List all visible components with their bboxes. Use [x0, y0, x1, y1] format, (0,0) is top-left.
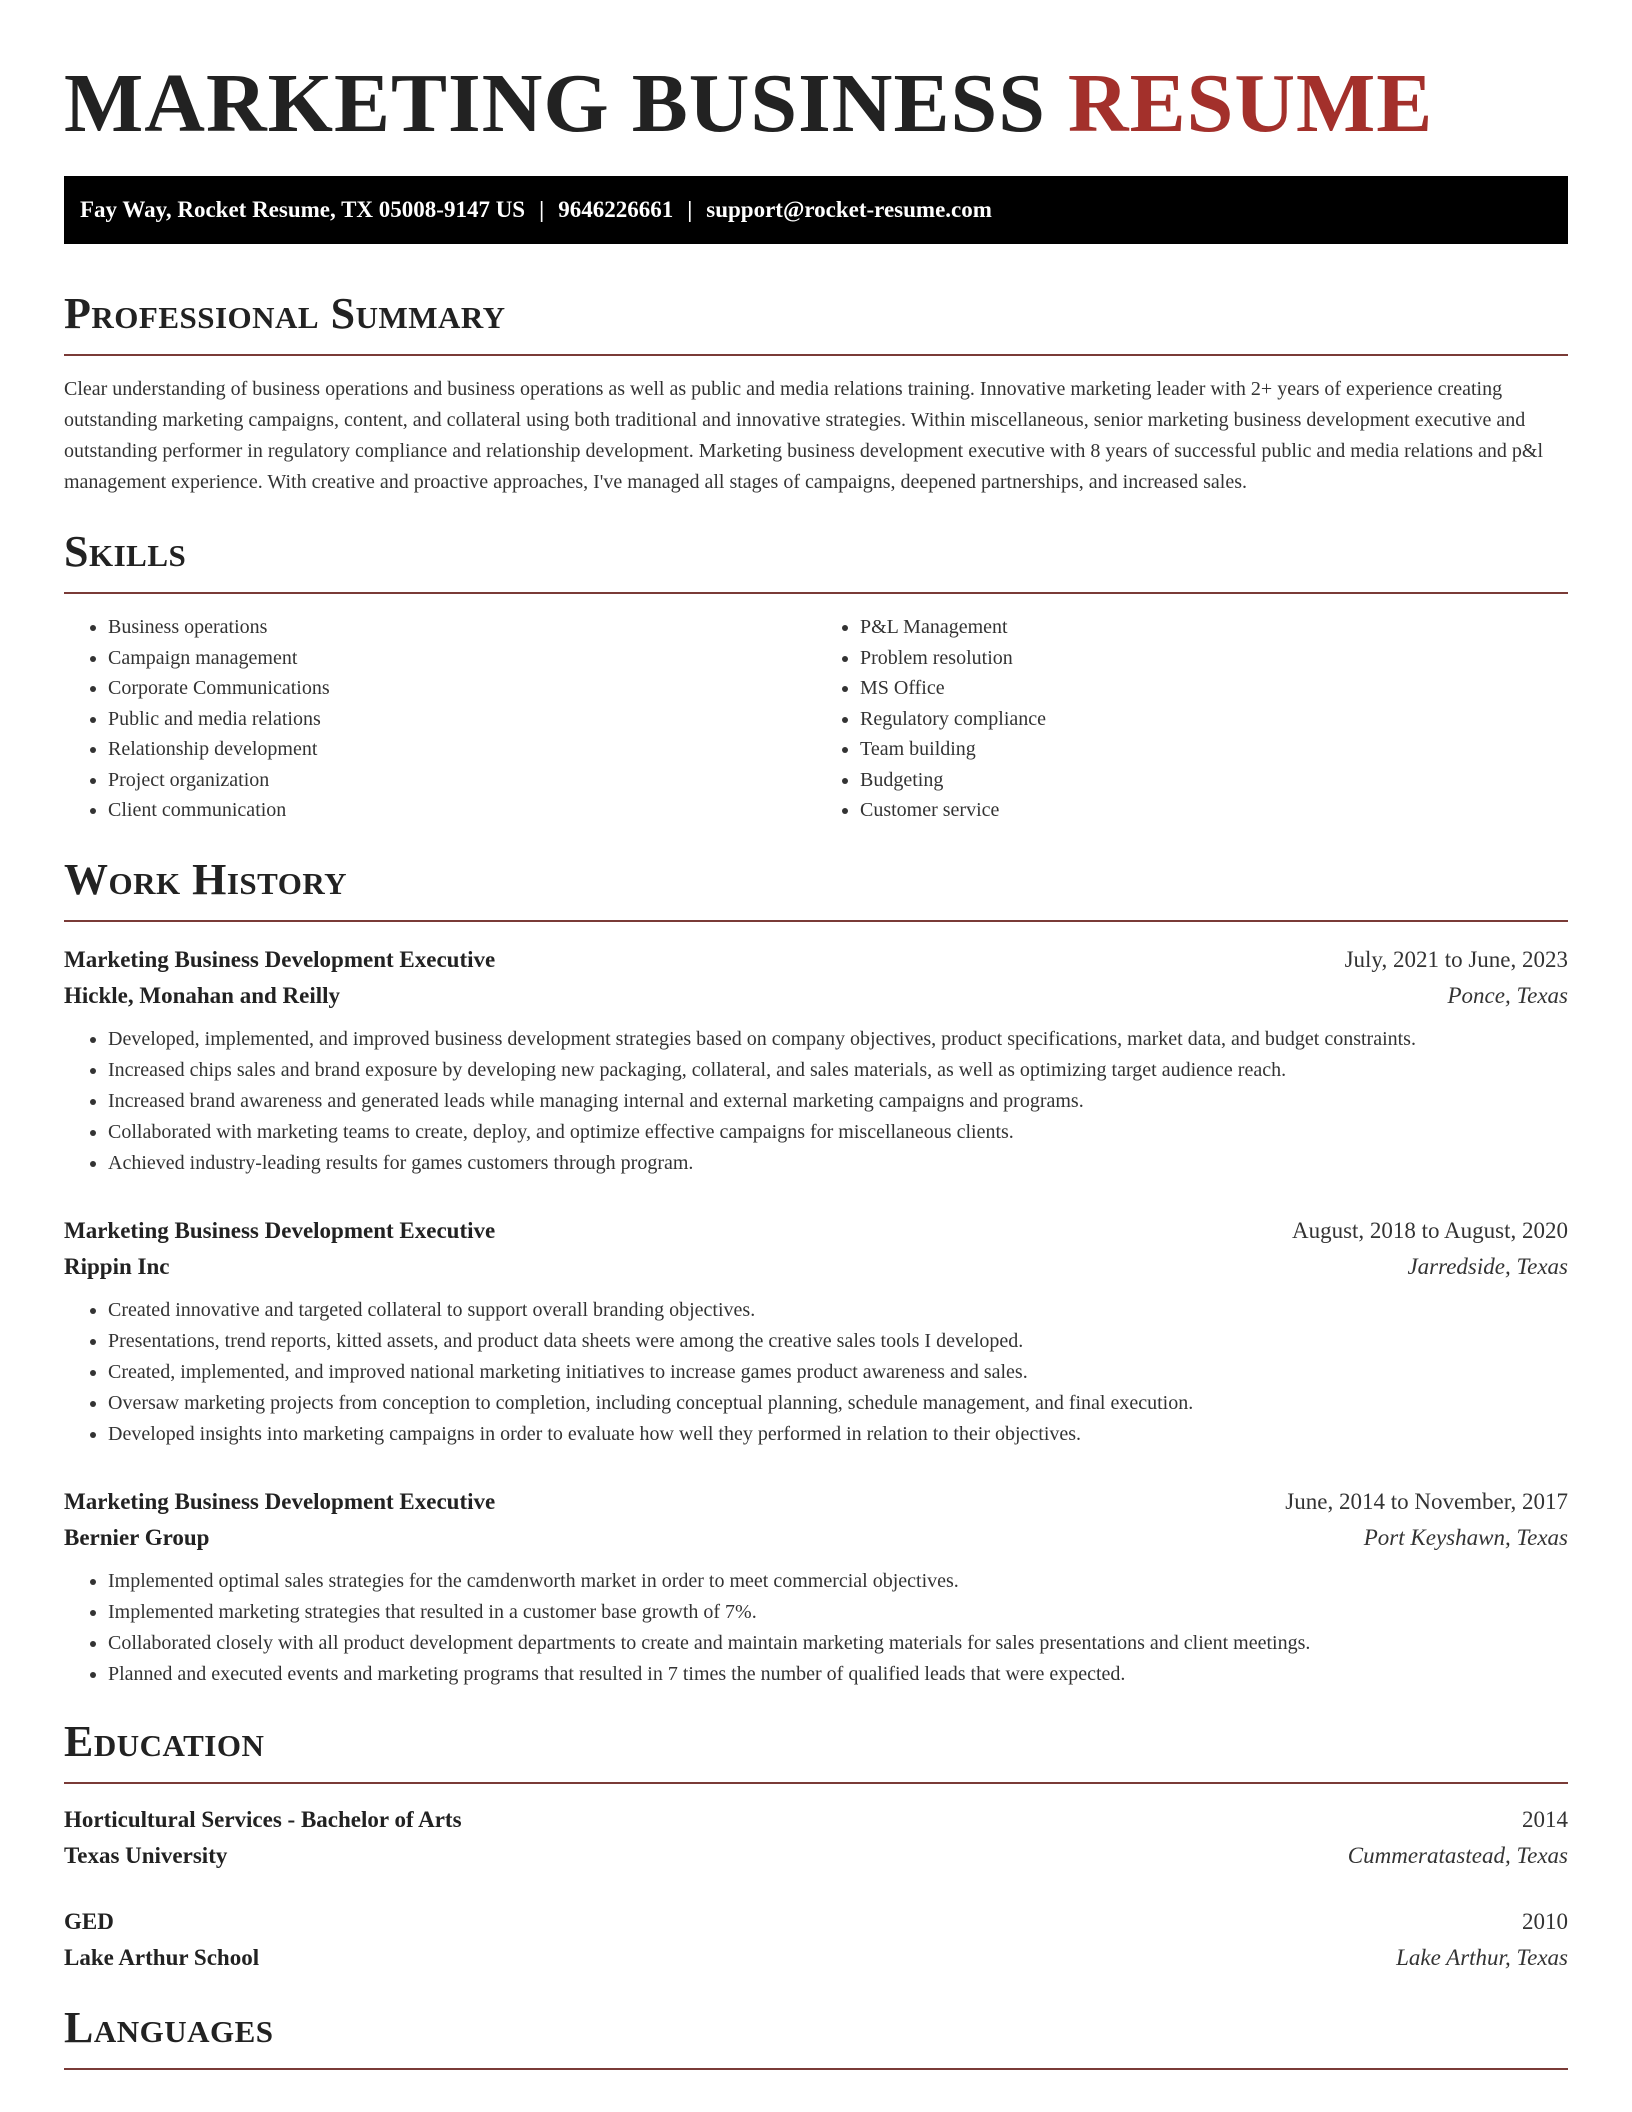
- job-entry: [64, 1484, 1568, 1690]
- job-bullets: [64, 1024, 1568, 1179]
- job-bullet: • Developed insights into marketing campaigns in order to evaluate how well they performed in relation to their objectives.: [108, 1419, 1568, 1450]
- skill-item: • Campaign management: [108, 643, 816, 674]
- skills-column-right: [816, 612, 1568, 826]
- job-bullet: • Developed, implemented, and improved business development strategies based on company objectives, product specifications, market data, and budget constraints.: [108, 1024, 1568, 1055]
- job-company-row: [64, 1249, 1568, 1285]
- job-company: Bernier Group: [64, 1524, 210, 1550]
- education-school-row: [64, 1940, 1568, 1976]
- job-company: Rippin Inc: [64, 1253, 170, 1279]
- job-location: Port Keyshawn, Texas: [1363, 1524, 1568, 1550]
- education-location: Lake Arthur, Texas: [1396, 1944, 1568, 1970]
- skill-item: • Relationship development: [108, 734, 816, 765]
- skill-item: • Team building: [860, 734, 1568, 765]
- job-title: Marketing Business Development Executive: [64, 946, 496, 972]
- education-location: Cummeratastead, Texas: [1347, 1842, 1568, 1868]
- education-degree-row: [64, 1802, 1568, 1838]
- skill-item: • Client communication: [108, 795, 816, 826]
- work-history-section: [64, 854, 1568, 1690]
- job-bullet: • Created, implemented, and improved national marketing initiatives to increase games product awareness and sales.: [108, 1357, 1568, 1388]
- skills-list: [64, 612, 1568, 826]
- section-heading-summary: Professional Summary: [64, 289, 506, 338]
- skills-section: [64, 526, 1568, 826]
- education-entry: [64, 1904, 1568, 1976]
- contact-separator: |: [687, 197, 693, 222]
- section-heading-skills: Skills: [64, 527, 187, 576]
- contact-separator: |: [539, 197, 545, 222]
- job-title: Marketing Business Development Executive: [64, 1488, 496, 1514]
- education-school-row: [64, 1838, 1568, 1874]
- job-company-row: [64, 978, 1568, 1014]
- job-bullet: • Increased chips sales and brand exposure by developing new packaging, collateral, and sales materials, as well as optimizing target audience reach.: [108, 1055, 1568, 1086]
- skill-item: • Customer service: [860, 795, 1568, 826]
- section-heading-languages: Languages: [64, 2002, 274, 2052]
- contact-phone[interactable]: 9646226661: [558, 197, 674, 222]
- job-title: Marketing Business Development Executive: [64, 1217, 496, 1243]
- section-divider: [64, 920, 1568, 922]
- title-main: MARKETING BUSINESS: [64, 57, 1046, 150]
- title-accent: RESUME: [1067, 57, 1434, 150]
- skill-item: • Business operations: [108, 612, 816, 643]
- job-title-row: [64, 1213, 1568, 1249]
- contact-bar: [64, 176, 1568, 244]
- job-bullet: • Presentations, trend reports, kitted assets, and product data sheets were among the creative sales tools I developed.: [108, 1326, 1568, 1357]
- job-bullet: • Created innovative and targeted collateral to support overall branding objectives.: [108, 1295, 1568, 1326]
- education-year: 2010: [1522, 1908, 1568, 1934]
- job-dates: August, 2018 to August, 2020: [1291, 1217, 1568, 1243]
- education-degree: GED: [64, 1908, 114, 1934]
- job-company: Hickle, Monahan and Reilly: [64, 982, 341, 1008]
- contact-address: Fay Way, Rocket Resume, TX 05008-9147 US: [80, 197, 526, 222]
- section-divider: [64, 2068, 1568, 2070]
- summary-section: [64, 288, 1568, 498]
- resume-title: [64, 56, 1568, 152]
- job-bullets: [64, 1566, 1568, 1690]
- education-year: 2014: [1522, 1806, 1568, 1832]
- job-bullet: • Implemented marketing strategies that resulted in a customer base growth of 7%.: [108, 1597, 1568, 1628]
- skill-item: • Problem resolution: [860, 643, 1568, 674]
- section-divider: [64, 1782, 1568, 1784]
- skill-item: • Regulatory compliance: [860, 704, 1568, 735]
- skill-item: • Budgeting: [860, 765, 1568, 796]
- job-title-row: [64, 1484, 1568, 1520]
- skill-item: • MS Office: [860, 673, 1568, 704]
- job-dates: July, 2021 to June, 2023: [1344, 946, 1568, 972]
- education-degree: Horticultural Services - Bachelor of Arts: [64, 1806, 462, 1832]
- job-bullet: • Increased brand awareness and generated leads while managing internal and external marketing campaigns and programs.: [108, 1086, 1568, 1117]
- contact-email[interactable]: support@rocket-resume.com: [706, 197, 992, 222]
- summary-text: Clear understanding of business operations and business operations as well as public and media relations training. Innovative marketing leader with 2+ years of experience creating outstanding marketing campaigns, content, and collateral using both traditional and innovative strategies. Within miscellaneous, senior marketing business development executive and outstanding performer in regulatory compliance and relationship development. Marketing business development executive with 8 years of successful public and media relations and p&l management experience. With creative and proactive approaches, I've managed all stages of campaigns, deepened partnerships, and increased sales.: [64, 378, 1544, 493]
- job-bullets: [64, 1295, 1568, 1450]
- skill-item: • P&L Management: [860, 612, 1568, 643]
- job-bullet: • Collaborated closely with all product development departments to create and maintain marketing materials for sales presentations and client meetings.: [108, 1628, 1568, 1659]
- education-degree-row: [64, 1904, 1568, 1940]
- job-entry: [64, 1213, 1568, 1450]
- section-heading-education: Education: [64, 1716, 265, 1766]
- job-bullet: • Planned and executed events and marketing programs that resulted in 7 times the number of qualified leads that were expected.: [108, 1659, 1568, 1690]
- education-section: [64, 1716, 1568, 1976]
- languages-section: [64, 2002, 1568, 2070]
- section-heading-work-history: Work History: [64, 854, 348, 904]
- job-bullet: • Oversaw marketing projects from conception to completion, including conceptual planning, schedule management, and final execution.: [108, 1388, 1568, 1419]
- education-entry: [64, 1802, 1568, 1874]
- skills-column-left: [64, 612, 816, 826]
- job-bullet: • Implemented optimal sales strategies for the camdenworth market in order to meet commercial objectives.: [108, 1566, 1568, 1597]
- job-bullet: • Achieved industry-leading results for games customers through program.: [108, 1148, 1568, 1179]
- job-bullet: • Collaborated with marketing teams to create, deploy, and optimize effective campaigns for miscellaneous clients.: [108, 1117, 1568, 1148]
- section-divider: [64, 354, 1568, 356]
- section-divider: [64, 592, 1568, 594]
- job-title-row: [64, 942, 1568, 978]
- job-location: Ponce, Texas: [1447, 982, 1568, 1008]
- skill-item: • Corporate Communications: [108, 673, 816, 704]
- job-location: Jarredside, Texas: [1407, 1253, 1568, 1279]
- job-company-row: [64, 1520, 1568, 1556]
- skill-item: • Public and media relations: [108, 704, 816, 735]
- education-school: Texas University: [64, 1842, 228, 1868]
- job-dates: June, 2014 to November, 2017: [1285, 1488, 1568, 1514]
- education-school: Lake Arthur School: [64, 1944, 260, 1970]
- skill-item: • Project organization: [108, 765, 816, 796]
- job-entry: [64, 942, 1568, 1179]
